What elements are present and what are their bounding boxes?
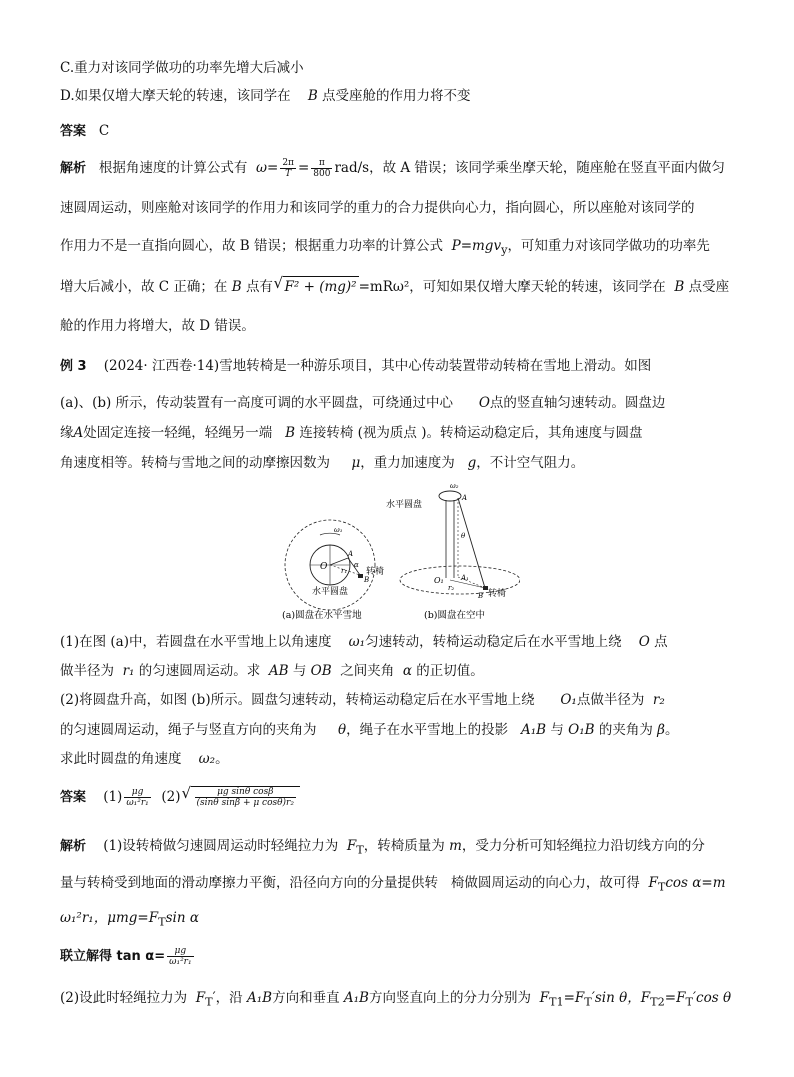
analysis-2-line-2: 量与转椅受到地面的滑动摩擦力平衡，沿径向方向的分量提供转 椅做圆周运动的向心力，故可得 $F_T\cos$ α=m bbox=[60, 875, 726, 894]
analysis-1-line-5: 舱的作用力将增大，故 D 错误。 bbox=[60, 318, 255, 334]
label-omega1: ω₁ bbox=[334, 526, 343, 534]
label-theta: θ bbox=[461, 532, 466, 540]
answer-2: 答案 (1) $\frac{\mu g}{\text{ω₁²r₁}}$ (2) √ $\frac{\text{μg sinθ cosβ}}{\text{(sinθ sinβ + μ cosθ)r₂}}$ bbox=[60, 786, 738, 808]
label-b-b: B bbox=[478, 592, 484, 600]
analysis-2-line-4: 联立解得 tan α= $\frac{\mu g}{\text{ω₁²r₁}}$ bbox=[60, 946, 192, 967]
label-r1: r₁ bbox=[341, 567, 348, 575]
label-b: B bbox=[364, 576, 370, 584]
analysis-1-line-2: 速圆周运动，则座舱对该同学的作用力和该同学的重力的合力提供向心力，指向圆心，所以座舱对该同学的 bbox=[60, 200, 695, 216]
option-d: D.如果仅增大摩天轮的转速，该同学在 B 点受座舱的作用力将不变 bbox=[60, 88, 471, 104]
figure-a bbox=[282, 520, 384, 621]
figure-b bbox=[386, 482, 520, 621]
example-3-line-1: 例 3 (2024· 江西卷·14)雪地转椅是一种游乐项目，其中心传动装置带动转椅在雪地上滑动。如图 bbox=[60, 358, 652, 374]
answer-1: 答案 C bbox=[60, 123, 110, 139]
option-c: C.重力对该同学做功的功率先增大后减小 bbox=[60, 60, 304, 76]
label-a: A bbox=[348, 550, 354, 558]
label-o: O bbox=[320, 562, 328, 572]
label-disk-b: 水平圆盘 bbox=[386, 500, 423, 510]
caption-a: (a)圆盘在水平雪地 bbox=[282, 610, 362, 621]
analysis-2-line-5: (2)设此时轻绳拉力为 $F_T'$，沿 A₁B方向和垂直 A₁B方向竖直向上的分力分别为 $F_{T1}=F_T'\sin$ θ，$F_{T2}=F_T'\cos$ θ bbox=[60, 990, 732, 1009]
label-omega2: ω₂ bbox=[450, 482, 459, 490]
label-o1: O₁ bbox=[434, 576, 444, 585]
label-a-b: A bbox=[462, 494, 468, 502]
example-3-line-4: 角速度相等。转椅与雪地之间的动摩擦因数为 μ，重力加速度为 g，不计空气阻力。 bbox=[60, 455, 585, 471]
question-2-line-2: 的匀速圆周运动，绳子与竖直方向的夹角为 θ，绳子在水平雪地上的投影 A₁B 与 O₁B 的夹角为 β。 bbox=[60, 722, 679, 738]
analysis-2-line-3: ω₁²r₁，$\mu mg=F_T\sin$ α bbox=[60, 910, 199, 929]
label-alpha: α bbox=[354, 561, 359, 569]
caption-b: (b)圆盘在空中 bbox=[424, 610, 485, 621]
analysis-1-line-4: 增大后减小，故 C 正确；在 B 点有 √ F² + (mg)² =mRω²，可知如果仅增大摩天轮的转速，该同学在 B 点受座 bbox=[60, 276, 738, 297]
label-chair-a: 转椅 bbox=[366, 567, 385, 577]
label-chair-b: 转椅 bbox=[488, 589, 507, 599]
label-disk-a: 水平圆盘 bbox=[312, 587, 349, 597]
question-1-line-2: 做半径为 r₁ 的匀速圆周运动。求 AB 与 OB 之间夹角 α 的正切值。 bbox=[60, 663, 484, 679]
label-a1: A₁ bbox=[461, 574, 469, 582]
label-r2: r₂ bbox=[448, 584, 455, 592]
analysis-1-line-1: 解析 根据角速度的计算公式有 ω= $\frac{2\pi}{T}$ = $\frac{\pi}{800}$ rad/s，故 A 错误；该同学乘坐摩天轮，随座舱在竖直平面内做匀 bbox=[60, 158, 725, 179]
question-2-line-1: (2)将圆盘升高，如图 (b)所示。圆盘匀速转动，转椅运动稳定后在水平雪地上绕 O₁点做半径为 r₂ bbox=[60, 692, 665, 708]
question-2-line-3: 求此时圆盘的角速度 ω₂。 bbox=[60, 751, 229, 767]
example-3-line-2: (a)、(b) 所示，传动装置有一高度可调的水平圆盘，可绕通过中心 O点的竖直轴匀速转动。圆盘边 bbox=[60, 395, 666, 411]
analysis-1-line-3: 作用力不是一直指向圆心，故 B 错误；根据重力功率的计算公式 P=mgv$_y$，可知重力对该同学做功的功率先 bbox=[60, 238, 710, 257]
analysis-2-line-1: 解析 (1)设转椅做匀速圆周运动时轻绳拉力为 $F_T$，转椅质量为 m，受力分析可知轻绳拉力沿切线方向的分 bbox=[60, 838, 705, 857]
question-1-line-1: (1)在图 (a)中，若圆盘在水平雪地上以角速度 ω₁匀速转动，转椅运动稳定后在水平雪地上绕 O 点 bbox=[60, 634, 668, 650]
snow-chair-figure bbox=[280, 480, 520, 630]
example-3-line-3: 缘A处固定连接一轻绳，轻绳另一端 B 连接转椅 (视为质点 )。转椅运动稳定后，其角速度与圆盘 bbox=[60, 425, 643, 441]
